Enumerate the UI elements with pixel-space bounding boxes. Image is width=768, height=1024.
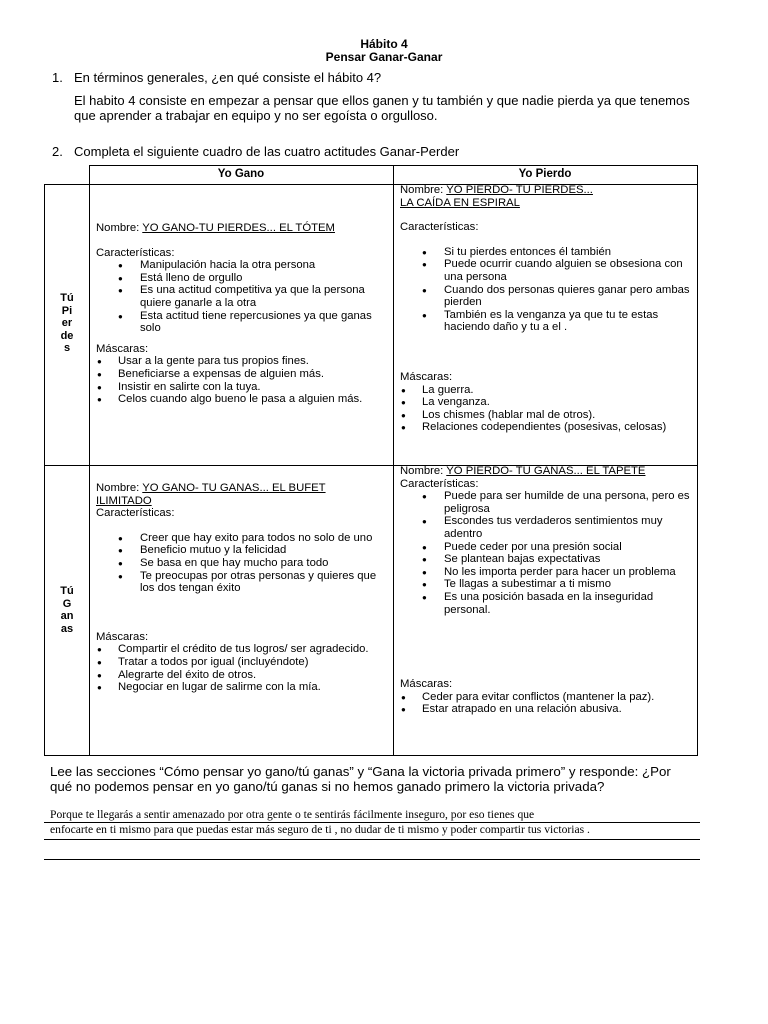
list-item: ● Se basa en que hay mucho para todo (96, 557, 388, 570)
characteristics-label: Características: (400, 221, 479, 234)
list-item: ● Celos cuando algo bueno le pasa a alguien más. (96, 393, 388, 406)
masks-label: Máscaras: (96, 630, 149, 643)
cell-name-line (400, 184, 692, 197)
characteristics-label: Características: (96, 246, 175, 259)
question-3: Lee las secciones “Cómo pensar yo gano/tú ganas” y “Gana la victoria privada primero” y responde: ¿Por qué no podemos pensar en yo gano/tú ganas si no hemos ganado primero la victoria privada? (50, 764, 671, 794)
row-header-tu-ganas (45, 585, 89, 635)
answer-rule (44, 859, 700, 860)
list-item: ● Se plantean bajas expectativas (400, 553, 692, 566)
attitude-name: YO GANO-TU PIERDES... EL TÓTEM (142, 222, 335, 234)
list-item: ● Escondes tus verdaderos sentimientos muy adentro (400, 515, 692, 540)
name-label: Nombre: (400, 465, 447, 477)
masks-label: Máscaras: (400, 370, 453, 383)
answer-3-line-2: enfocarte en ti mismo para que puedas estar más seguro de ti , no dudar de ti mismo y poder compartir tus victorias . (50, 823, 590, 836)
list-item: ● Es una posición basada en la inseguridad personal. (400, 591, 692, 616)
row-header-line: er (61, 317, 73, 329)
cell-yo-gano-tu-pierdes (96, 222, 388, 406)
column-header-yo-gano: Yo Gano (217, 168, 265, 180)
attitude-name: YO PIERDO- TU PIERDES... (446, 184, 593, 196)
characteristics-list (96, 532, 388, 595)
table-border-bottom (44, 755, 698, 756)
list-item: ● No les importa perder para hacer un problema (400, 566, 692, 579)
attitude-name-line-2: LA CAÍDA EN ESPIRAL (400, 196, 520, 209)
question-2-text: Completa el siguiente cuadro de las cuatro actitudes Ganar-Perder (74, 144, 460, 159)
answer-1: El habito 4 consiste en empezar a pensar que ellos ganen y tu también y que nadie pierda ya que tenemos que aprender a trabajar en equipo y no ser egoísta o orgulloso. (74, 93, 690, 123)
masks-list (96, 643, 388, 693)
characteristics-list (400, 246, 692, 334)
cell-name-line (96, 482, 388, 495)
row-header-line: Pi (61, 304, 73, 317)
characteristics-label: Características: (400, 477, 479, 490)
list-item: ● Estar atrapado en una relación abusiva. (400, 703, 692, 716)
table-border-col2 (393, 165, 394, 756)
list-item: ● Cuando dos personas quieres ganar pero ambas pierden (400, 284, 692, 309)
list-item: ● Creer que hay exito para todos no solo de uno (96, 532, 388, 545)
cell-yo-pierdo-tu-pierdes (400, 184, 692, 434)
table-border-right (697, 165, 698, 756)
list-item: ● Relaciones codependientes (posesivas, celosas) (400, 421, 692, 434)
list-item: ● Insistir en salirte con la tuya. (96, 381, 388, 394)
attitude-name-line-2: ILIMITADO (96, 494, 152, 507)
list-item: ● Te llagas a subestimar a ti mismo (400, 578, 692, 591)
list-item: ● Está lleno de orgullo (96, 272, 388, 285)
list-item: ● Ceder para evitar conflictos (mantener la paz). (400, 691, 692, 704)
table-border-left (44, 184, 45, 756)
name-label: Nombre: (96, 482, 143, 494)
characteristics-list (400, 490, 692, 616)
row-header-line: Tú (60, 585, 74, 597)
row-header-line: an (60, 610, 74, 622)
question-1-text: En términos generales, ¿en qué consiste el hábito 4? (74, 70, 382, 85)
answer-3-line-1: Porque te llegarás a sentir amenazado por otra gente o te sentirás fácilmente inseguro, por eso tienes que (50, 808, 535, 821)
table-border-col1 (89, 165, 90, 756)
answer-rule (44, 839, 700, 840)
list-item: ● También es la venganza ya que tu te estas haciendo daño y tu a el . (400, 309, 692, 334)
masks-label: Máscaras: (400, 678, 453, 691)
list-item: ● Esta actitud tiene repercusiones ya que ganas solo (96, 310, 388, 335)
row-header-line: s (63, 342, 71, 354)
list-item: ● Compartir el crédito de tus logros/ ser agradecido. (96, 643, 388, 656)
question-1-number: 1. (52, 70, 63, 85)
characteristics-list (96, 259, 388, 335)
cell-name-line (96, 222, 388, 235)
cell-yo-gano-tu-ganas (96, 482, 388, 694)
cell-name-line (400, 465, 692, 478)
list-item: ● Usar a la gente para tus propios fines. (96, 355, 388, 368)
list-item: ● Te preocupas por otras personas y quieres que los dos tengan éxito (96, 570, 388, 595)
page-title: Hábito 4 (360, 37, 408, 51)
list-item: ● Es una actitud competitiva ya que la persona quiere ganarle a la otra (96, 284, 388, 309)
list-item: ● Los chismes (hablar mal de otros). (400, 409, 692, 422)
row-header-line: as (60, 622, 74, 635)
question-2-number: 2. (52, 144, 63, 159)
row-header-tu-pierdes (45, 292, 89, 355)
masks-list (400, 691, 692, 716)
name-label: Nombre: (400, 184, 447, 196)
list-item: ● Puede ocurrir cuando alguien se obsesiona con una persona (400, 258, 692, 283)
list-item: ● Puede para ser humilde de una persona, pero es peligrosa (400, 490, 692, 515)
attitude-name: YO PIERDO- TU GANAS... EL TAPETE (446, 465, 646, 477)
row-header-line: de (60, 329, 74, 342)
list-item: ● La guerra. (400, 384, 692, 397)
row-header-line: Tú (60, 292, 74, 304)
masks-list (96, 355, 388, 405)
attitude-name: YO GANO- TU GANAS... EL BUFET (142, 482, 326, 494)
list-item: ● Puede ceder por una presión social (400, 541, 692, 554)
list-item: ● Negociar en lugar de salirme con la mía. (96, 681, 388, 694)
characteristics-label: Características: (96, 507, 175, 520)
masks-list (400, 384, 692, 434)
list-item: ● Beneficio mutuo y la felicidad (96, 544, 388, 557)
row-header-line: G (62, 597, 72, 610)
list-item: ● Si tu pierdes entonces él también (400, 246, 692, 259)
list-item: ● Manipulación hacia la otra persona (96, 259, 388, 272)
list-item: ● Beneficiarse a expensas de alguien más. (96, 368, 388, 381)
list-item: ● La venganza. (400, 396, 692, 409)
masks-label: Máscaras: (96, 342, 149, 355)
cell-yo-pierdo-tu-ganas (400, 465, 692, 716)
page-subtitle: Pensar Ganar-Ganar (325, 50, 443, 64)
column-header-yo-pierdo: Yo Pierdo (518, 168, 572, 180)
list-item: ● Alegrarte del éxito de otros. (96, 669, 388, 682)
list-item: ● Tratar a todos por igual (incluyéndote) (96, 656, 388, 669)
name-label: Nombre: (96, 222, 143, 234)
